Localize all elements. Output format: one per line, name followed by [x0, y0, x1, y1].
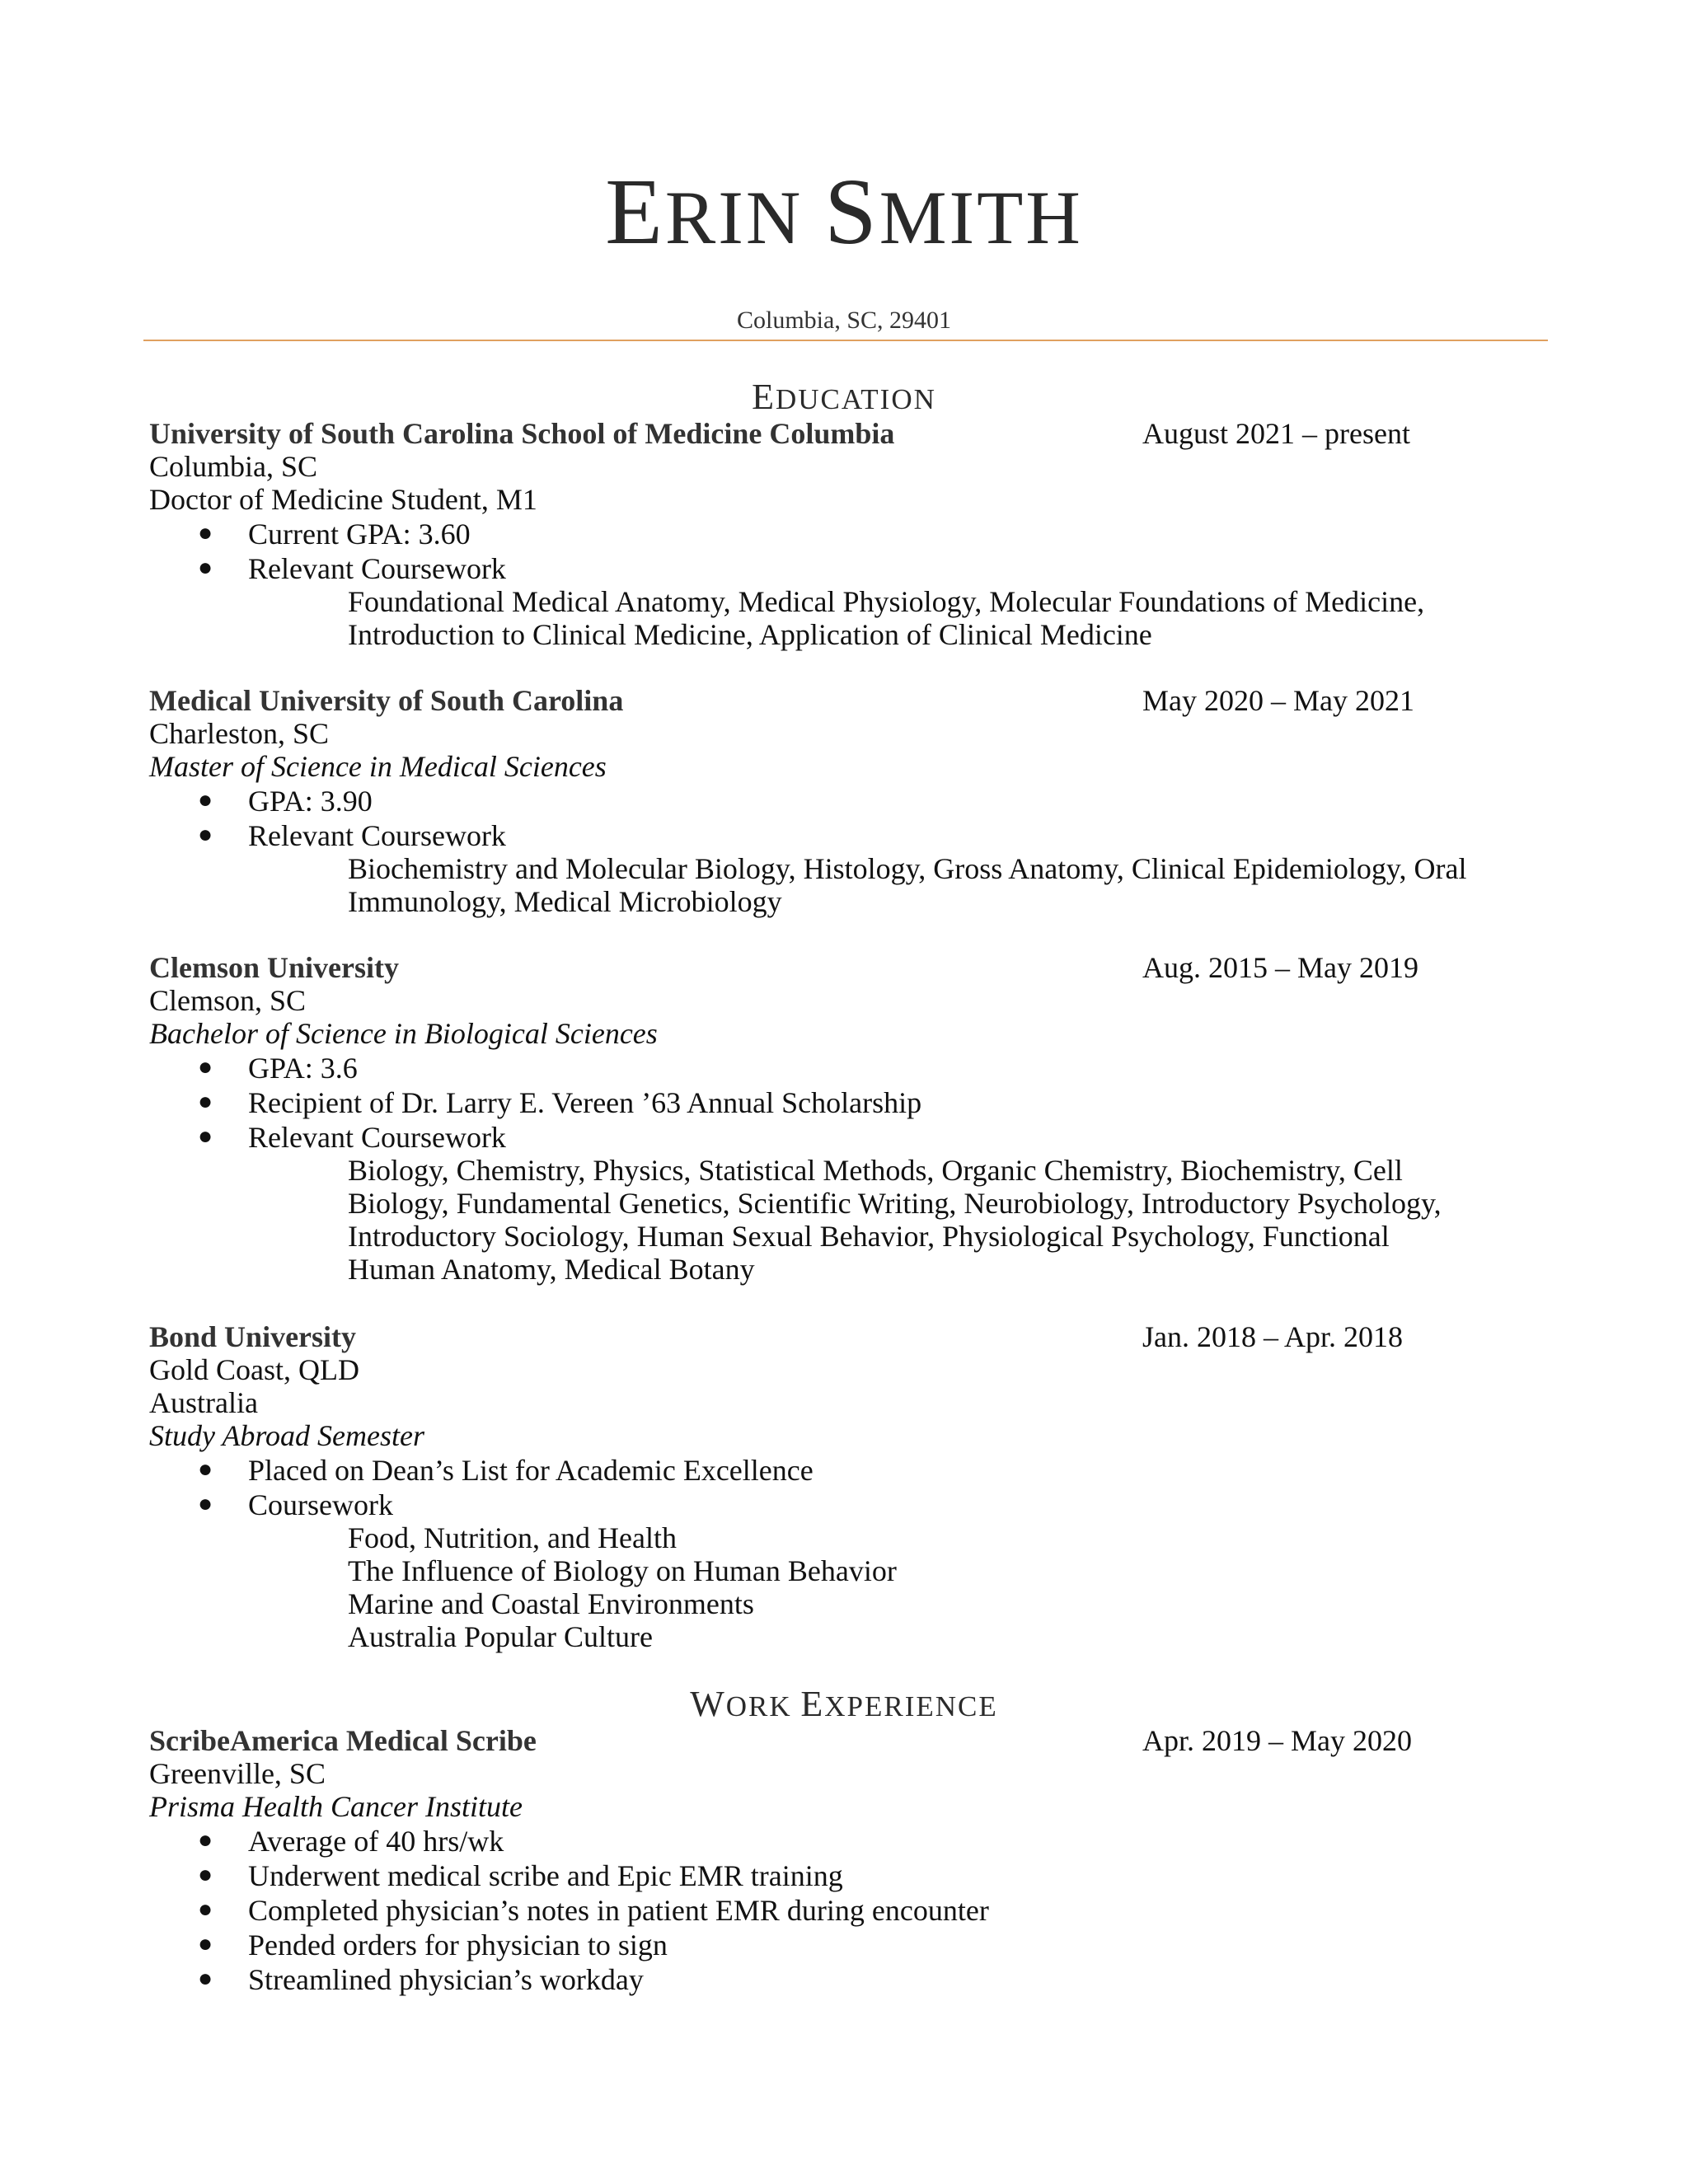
entry-location: Gold Coast, QLD [149, 1353, 359, 1386]
bullet-text: Average of 40 hrs/wk [248, 1825, 504, 1858]
bullet-icon: ● [198, 786, 213, 813]
bullet-text: Completed physician’s notes in patient EMR during encounter [248, 1894, 989, 1927]
coursework-line: Foundational Medical Anatomy, Medical Physiology, Molecular Foundations of Medicine, [348, 585, 1425, 618]
coursework-line: Biochemistry and Molecular Biology, Histology, Gross Anatomy, Clinical Epidemiology, Oral [348, 852, 1467, 885]
entry-location: Columbia, SC [149, 450, 318, 483]
bullet-text: Relevant Coursework [248, 819, 506, 852]
bullet-text: Underwent medical scribe and Epic EMR training [248, 1859, 843, 1892]
entry-location: Charleston, SC [149, 717, 330, 750]
entry-dates: Aug. 2015 – May 2019 [1142, 951, 1418, 984]
header-divider [143, 340, 1548, 341]
bullet-text: Recipient of Dr. Larry E. Vereen ’63 Annual Scholarship [248, 1086, 922, 1119]
school-name: Clemson University [149, 951, 399, 984]
work-heading: WORK EXPERIENCE [690, 1684, 998, 1724]
degree: Master of Science in Medical Sciences [149, 750, 607, 783]
bullet-icon: ● [198, 1122, 213, 1150]
degree: Bachelor of Science in Biological Sciences [149, 1017, 658, 1050]
bullet-text: Pended orders for physician to sign [248, 1929, 668, 1961]
bullet-icon: ● [198, 1896, 213, 1923]
coursework-line: Biology, Chemistry, Physics, Statistical Methods, Organic Chemistry, Biochemistry, Cell [348, 1154, 1403, 1187]
coursework-line: Australia Popular Culture [348, 1620, 653, 1653]
entry-location: Clemson, SC [149, 984, 307, 1017]
resume-name: ERIN SMITH [605, 159, 1083, 264]
bullet-icon: ● [198, 519, 213, 546]
education-heading: EDUCATION [752, 377, 936, 417]
school-name: Bond University [149, 1320, 357, 1353]
bullet-text: Current GPA: 3.60 [248, 518, 471, 551]
coursework-line: Biology, Fundamental Genetics, Scientific Writing, Neurobiology, Introductory Psychology, [348, 1187, 1442, 1220]
entry-location-country: Australia [149, 1386, 258, 1419]
coursework-line: Marine and Coastal Environments [348, 1587, 754, 1620]
bullet-text: Streamlined physician’s workday [248, 1963, 644, 1996]
coursework-line: The Influence of Biology on Human Behavior [348, 1554, 897, 1587]
bullet-text: GPA: 3.90 [248, 785, 373, 818]
bullet-text: Relevant Coursework [248, 1121, 506, 1154]
school-name: University of South Carolina School of Medicine Columbia [149, 417, 895, 450]
job-title: ScribeAmerica Medical Scribe [149, 1724, 537, 1757]
coursework-line: Immunology, Medical Microbiology [348, 885, 782, 918]
bullet-text: Coursework [248, 1488, 393, 1521]
bullet-text: GPA: 3.6 [248, 1052, 358, 1085]
degree: Study Abroad Semester [149, 1419, 424, 1452]
address: Columbia, SC, 29401 [736, 307, 952, 334]
entry-dates: Jan. 2018 – Apr. 2018 [1142, 1320, 1404, 1353]
entry-location: Greenville, SC [149, 1757, 326, 1790]
school-name: Medical University of South Carolina [149, 684, 624, 717]
degree: Doctor of Medicine Student, M1 [149, 483, 537, 516]
entry-dates: May 2020 – May 2021 [1142, 684, 1414, 717]
bullet-icon: ● [198, 1965, 213, 1992]
bullet-icon: ● [198, 1088, 213, 1115]
coursework-line: Food, Nutrition, and Health [348, 1521, 677, 1554]
employer: Prisma Health Cancer Institute [149, 1790, 523, 1823]
coursework-line: Human Anatomy, Medical Botany [348, 1253, 755, 1286]
entry-dates: August 2021 – present [1142, 417, 1410, 450]
coursework-line: Introduction to Clinical Medicine, Application of Clinical Medicine [348, 618, 1152, 651]
coursework-line: Introductory Sociology, Human Sexual Behavior, Physiological Psychology, Functional [348, 1220, 1390, 1253]
bullet-text: Placed on Dean’s List for Academic Excellence [248, 1454, 814, 1487]
bullet-icon: ● [198, 1861, 213, 1888]
entry-dates: Apr. 2019 – May 2020 [1142, 1724, 1412, 1757]
bullet-text: Relevant Coursework [248, 552, 506, 585]
bullet-icon: ● [198, 1455, 213, 1483]
bullet-icon: ● [198, 1826, 213, 1854]
bullet-icon: ● [198, 821, 213, 848]
bullet-icon: ● [198, 1490, 213, 1517]
bullet-icon: ● [198, 554, 213, 581]
bullet-icon: ● [198, 1930, 213, 1957]
bullet-icon: ● [198, 1053, 213, 1080]
